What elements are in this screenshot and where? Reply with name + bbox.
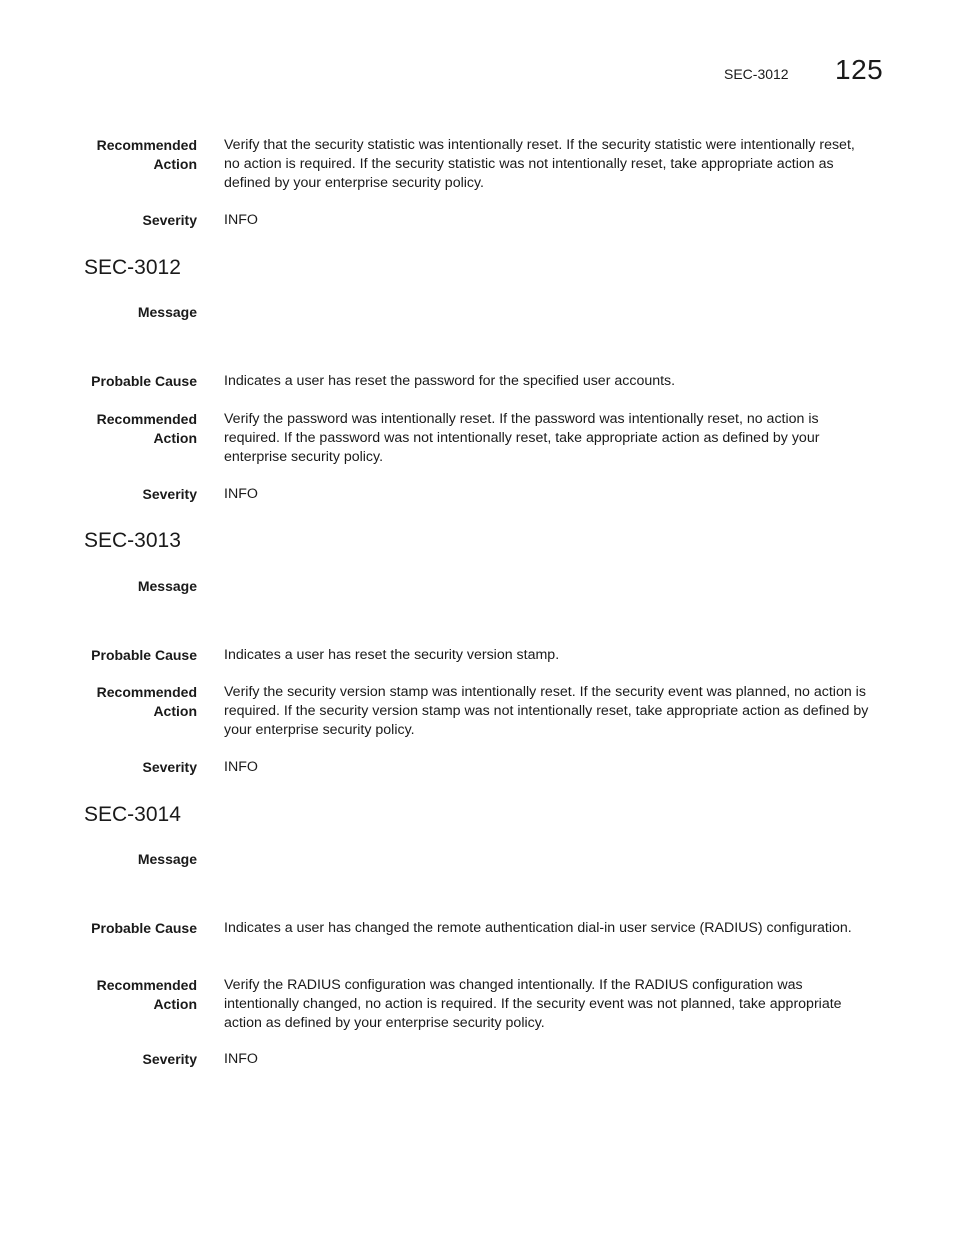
section-title-sec-3014: SEC-3014 xyxy=(84,803,181,826)
probable-cause-text: Indicates a user has changed the remote authentication dial-in user service (RADIUS) configuration. xyxy=(224,920,852,936)
severity-label: Severity xyxy=(142,759,197,775)
message-label: Message xyxy=(137,578,197,594)
severity-label: Severity xyxy=(142,486,197,502)
running-header-code: SEC-3012 xyxy=(724,66,789,82)
message-label: Message xyxy=(137,304,197,320)
recommended-action-label: Recommended Action xyxy=(96,411,197,446)
probable-cause-label: Probable Cause xyxy=(91,920,197,936)
recommended-action-text: Verify that the security statistic was intentionally reset. If the security statistic were intentionally reset, no action is required. If the security statistic was not intentionally reset, take appropriate action as defined by your enterprise security policy. xyxy=(224,137,855,191)
severity-label: Severity xyxy=(142,212,197,228)
severity-value: INFO xyxy=(224,759,258,775)
severity-label: Severity xyxy=(142,1051,197,1067)
section-title-sec-3012: SEC-3012 xyxy=(84,256,181,279)
probable-cause-text: Indicates a user has reset the security version stamp. xyxy=(224,647,560,663)
severity-value: INFO xyxy=(224,212,258,228)
message-label: Message xyxy=(137,851,197,867)
severity-value: INFO xyxy=(224,486,258,502)
recommended-action-label: Recommended Action xyxy=(96,684,197,719)
recommended-action-label: Recommended Action xyxy=(96,977,197,1012)
chapter-number: 125 xyxy=(835,54,884,85)
probable-cause-label: Probable Cause xyxy=(91,647,197,663)
recommended-action-text: Verify the security version stamp was intentionally reset. If the security event was planned, no action is required. If the security version stamp was not intentionally reset, take appropriate action as defined by your enterprise security policy. xyxy=(224,684,869,738)
recommended-action-text: Verify the password was intentionally reset. If the password was intentionally reset, no action is required. If the password was not intentionally reset, take appropriate action as defined by your enterprise security policy. xyxy=(224,411,820,465)
section-title-sec-3013: SEC-3013 xyxy=(84,529,181,552)
probable-cause-label: Probable Cause xyxy=(91,373,197,389)
severity-value: INFO xyxy=(224,1051,258,1067)
probable-cause-text: Indicates a user has reset the password for the specified user accounts. xyxy=(224,373,676,389)
recommended-action-label: Recommended Action xyxy=(96,137,197,172)
recommended-action-text: Verify the RADIUS configuration was changed intentionally. If the RADIUS configuration was intentionally changed, no action is required. If the security event was not planned, take appropriate action as defined by your enterprise security policy. xyxy=(224,977,842,1031)
